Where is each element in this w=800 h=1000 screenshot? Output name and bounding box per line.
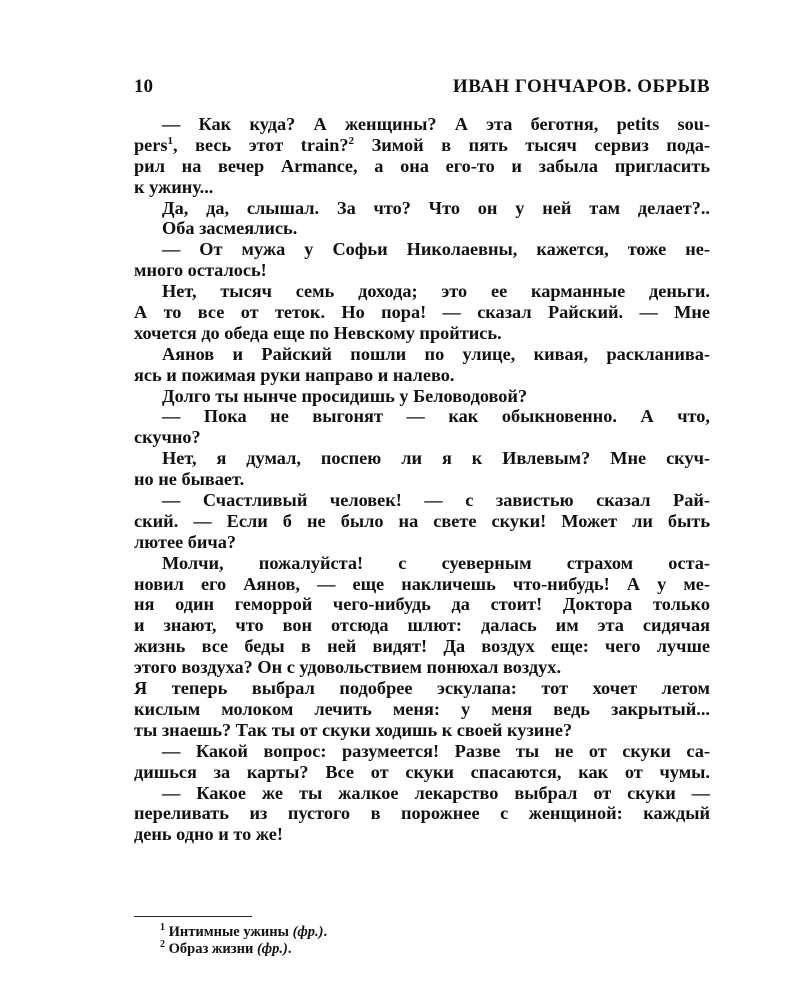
- footnote-marker: 2: [348, 134, 355, 147]
- text-span: дишься за карты? Все от скуки спасаются, как от чумы.: [134, 761, 710, 782]
- text-line: [134, 657, 710, 678]
- footnote-end: .: [287, 941, 292, 957]
- text-line: [134, 260, 710, 281]
- text-span: Я теперь выбрал подобрее эскулапа: тот хочет летом: [134, 678, 710, 699]
- text-span: — Какой вопрос: разумеется! Разве ты не от скуки са-: [162, 740, 710, 761]
- text-span: лютее бича?: [134, 531, 237, 552]
- text-line: [134, 803, 710, 824]
- footnote-text: Интимные ужины: [168, 924, 293, 940]
- text-line: [134, 114, 710, 135]
- text-line: [134, 406, 710, 427]
- text-span: Зимой в пять тысяч сервиз пода-: [354, 134, 710, 155]
- text-line: [134, 302, 710, 323]
- text-span: Да, да, слышал. За что? Что он у ней там делает?..: [162, 197, 710, 218]
- text-line: [134, 218, 710, 239]
- text-span: pers: [134, 134, 168, 155]
- text-span: рил на вечер Armance, а она его-то и забыла пригласить: [134, 155, 710, 176]
- text-span: , весь этот train?: [173, 134, 349, 155]
- text-line: [134, 198, 710, 219]
- footnote-divider: [134, 916, 252, 917]
- text-span: — Пока не выгонят — как обыкновенно. А что,: [162, 406, 710, 427]
- footnote-language-note: (фр.): [256, 941, 288, 957]
- text-line: [134, 239, 710, 260]
- text-span: ты знаешь? Так ты от скуки ходишь к своей кузине?: [134, 719, 573, 740]
- footnote-number: 1: [160, 922, 165, 934]
- footnote: [160, 924, 660, 941]
- text-span: скучно?: [134, 427, 201, 448]
- text-span: к ужину...: [134, 176, 214, 197]
- text-line: [134, 177, 710, 198]
- text-span: и знают, что вон отсюда шлют: далась им эта сидячая: [134, 615, 710, 636]
- text-span: Молчи, пожалуйста! с суеверным страхом оста-: [162, 552, 710, 573]
- text-span: Нет, тысяч семь дохода; это ее карманные деньги.: [162, 281, 710, 302]
- page-header: [134, 70, 710, 98]
- running-title: ИВАН ГОНЧАРОВ. ОБРЫВ: [452, 76, 710, 97]
- text-span: Аянов и Райский пошли по улице, кивая, раскланива-: [162, 343, 710, 364]
- text-line: [134, 553, 710, 574]
- text-line: [134, 365, 710, 386]
- body-text: [134, 114, 710, 845]
- text-line: [134, 281, 710, 302]
- footnotes: [160, 924, 660, 958]
- text-line: [134, 511, 710, 532]
- text-span: жизнь все беды в ней видят! Да воздух еще: чего лучше: [134, 636, 710, 657]
- text-span: новил его Аянов, — еще накличешь что-нибудь! А у ме-: [134, 573, 710, 594]
- text-line: [134, 386, 710, 407]
- footnote: [160, 941, 660, 958]
- text-line: [134, 762, 710, 783]
- text-line: [134, 594, 710, 615]
- text-span: — Счастливый человек! — с завистью сказал Рай-: [162, 490, 710, 511]
- text-line: [134, 323, 710, 344]
- text-line: [134, 699, 710, 720]
- text-span: — Какое же ты жалкое лекарство выбрал от скуки —: [162, 782, 710, 803]
- text-span: Оба засмеялись.: [162, 218, 298, 239]
- text-line: [134, 824, 710, 845]
- text-line: [134, 720, 710, 741]
- text-span: ский. — Если б не было на свете скуки! Может ли быть: [134, 510, 710, 531]
- text-span: Долго ты нынче просидишь у Беловодовой?: [162, 385, 528, 406]
- footnote-number: 2: [160, 939, 165, 951]
- footnote-language-note: (фр.): [292, 924, 324, 940]
- text-span: хочется до обеда еще по Невскому пройтись.: [134, 322, 502, 343]
- text-line: [134, 135, 710, 156]
- text-line: [134, 490, 710, 511]
- text-line: [134, 636, 710, 657]
- book-page: [134, 70, 710, 970]
- text-span: А то все от теток. Но пора! — сказал Райский. — Мне: [134, 302, 710, 323]
- text-line: [134, 678, 710, 699]
- text-line: [134, 783, 710, 804]
- text-span: ня один геморрой чего-нибудь да стоит! Доктора только: [134, 594, 710, 615]
- text-span: день одно и то же!: [134, 824, 284, 845]
- text-span: ясь и пожимая руки направо и налево.: [134, 364, 455, 385]
- text-span: много осталось!: [134, 260, 267, 281]
- footnote-marker: 1: [167, 134, 174, 147]
- text-span: Нет, я думал, поспею ли я к Ивлевым? Мне скуч-: [162, 448, 710, 469]
- text-line: [134, 615, 710, 636]
- footnote-text: Образ жизни: [168, 941, 257, 957]
- text-span: — Как куда? А женщины? А эта беготня, petits sou-: [162, 114, 710, 134]
- text-line: [134, 344, 710, 365]
- text-line: [134, 448, 710, 469]
- text-line: [134, 532, 710, 553]
- text-line: [134, 427, 710, 448]
- page-number: 10: [134, 76, 153, 97]
- text-span: переливать из пустого в порожнее с женщиной: каждый: [134, 803, 710, 824]
- text-line: [134, 574, 710, 595]
- text-line: [134, 156, 710, 177]
- text-line: [134, 469, 710, 490]
- text-span: но не бывает.: [134, 469, 245, 490]
- footnote-end: .: [323, 924, 328, 940]
- text-span: этого воздуха? Он с удовольствием понюхал воздух.: [134, 657, 562, 678]
- text-span: кислым молоком лечить меня: у меня ведь закрытый...: [134, 698, 710, 719]
- text-line: [134, 741, 710, 762]
- text-span: — От мужа у Софьи Николаевны, кажется, тоже не-: [162, 239, 710, 260]
